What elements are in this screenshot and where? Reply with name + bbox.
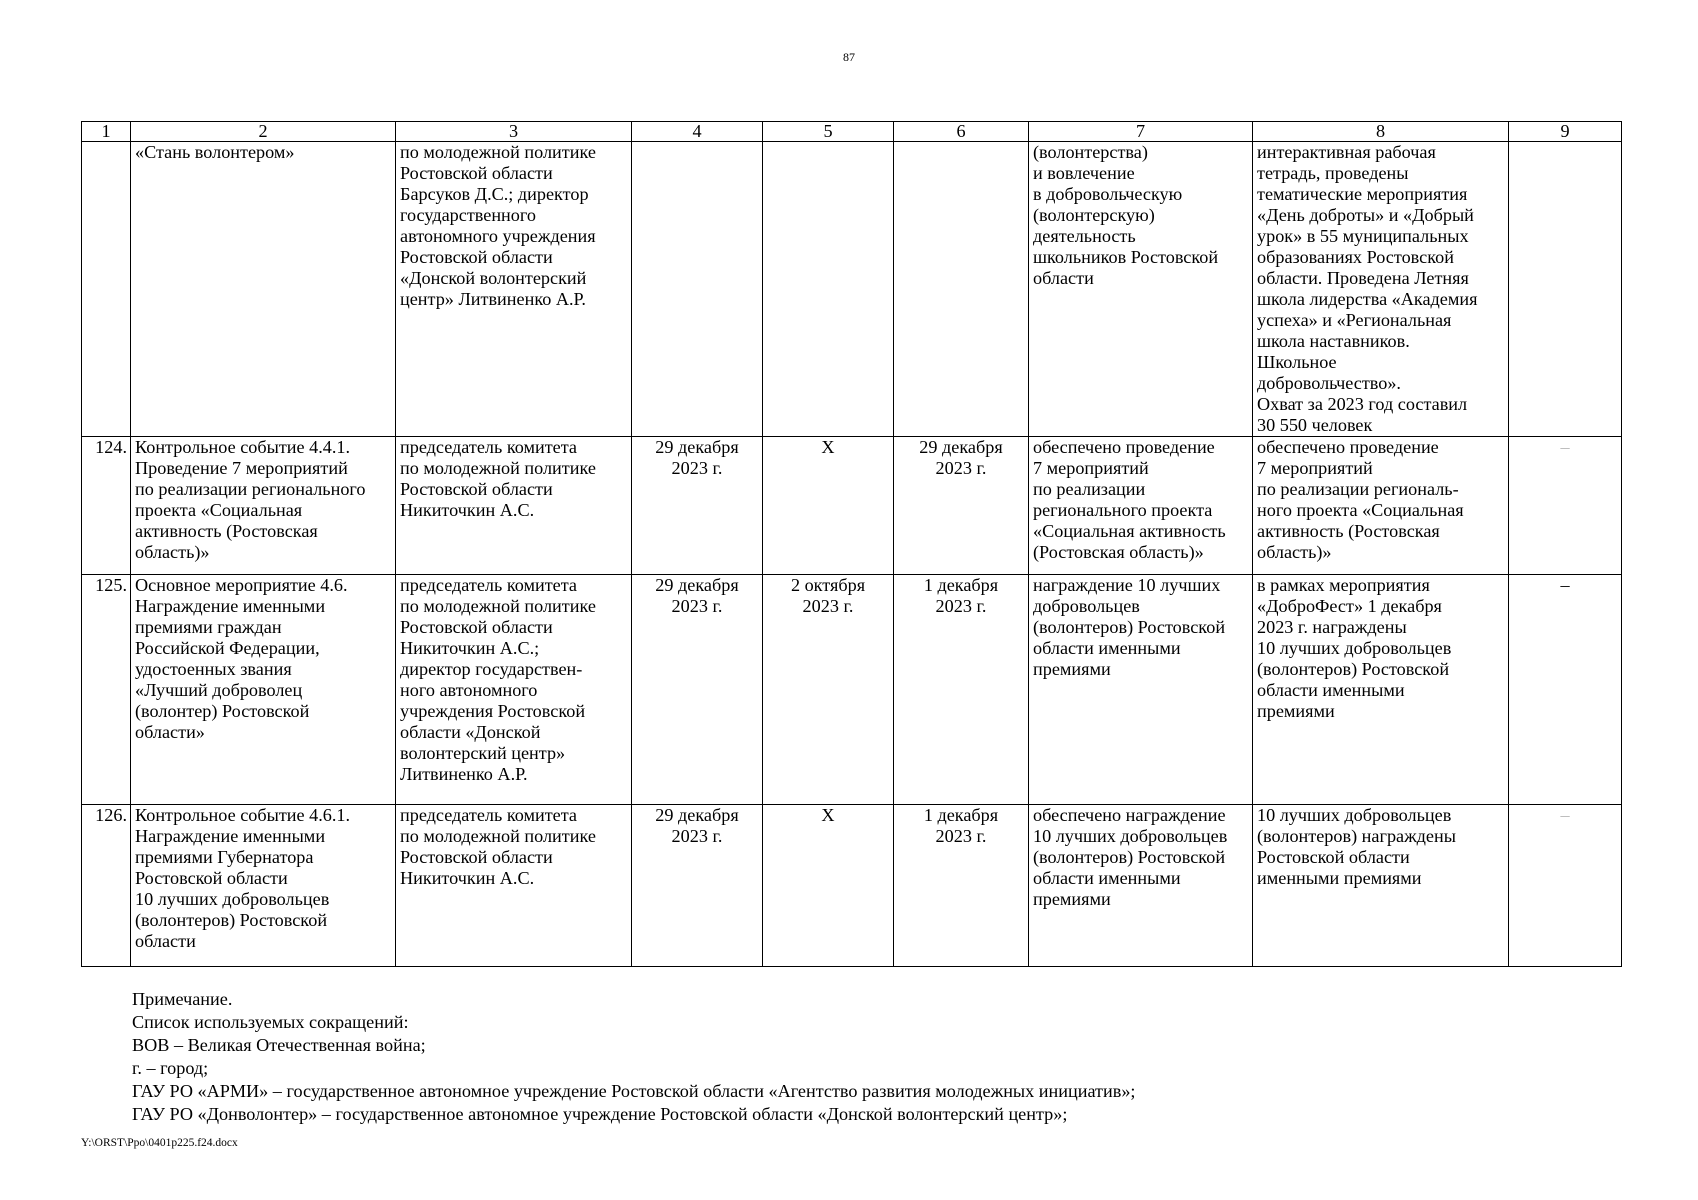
reasons-cell: –: [1509, 805, 1622, 967]
column-header: 7: [1029, 122, 1253, 142]
page-number: 87: [843, 50, 855, 64]
actual-end-cell: 1 декабря 2023 г.: [894, 575, 1029, 805]
actual-start-cell: [763, 142, 894, 437]
responsible-cell: председатель комитета по молодежной политике Ростовской области Никиточкин А.С.: [396, 437, 632, 575]
row-number-cell: [82, 142, 131, 437]
reasons-cell: –: [1509, 437, 1622, 575]
column-header: 3: [396, 122, 632, 142]
results-table: [81, 121, 1622, 967]
column-header: 9: [1509, 122, 1622, 142]
planned-date-cell: 29 декабря 2023 г.: [632, 805, 763, 967]
table-header-row: [82, 122, 1622, 142]
note-item: г. – город;: [132, 1058, 209, 1078]
column-header: 8: [1253, 122, 1509, 142]
actual-result-cell: обеспечено проведение 7 мероприятий по реализации региональ- ного проекта «Социальная активность (Ростовская область)»: [1253, 437, 1509, 575]
actual-start-cell: 2 октября 2023 г.: [763, 575, 894, 805]
expected-result-cell: обеспечено награждение 10 лучших добровольцев (волонтеров) Ростовской области именными премиями: [1029, 805, 1253, 967]
planned-date-cell: 29 декабря 2023 г.: [632, 437, 763, 575]
abbreviations-note: [132, 988, 1135, 1126]
note-item: ВОВ – Великая Отечественная война;: [132, 1035, 426, 1055]
planned-date-cell: [632, 142, 763, 437]
event-cell: Контрольное событие 4.4.1. Проведение 7 мероприятий по реализации регионального проекта «Социальная активность (Ростовская область)»: [131, 437, 396, 575]
actual-result-cell: в рамках мероприятия «ДоброФест» 1 декабря 2023 г. награждены 10 лучших добровольцев (волонтеров) Ростовской области именными премиями: [1253, 575, 1509, 805]
table-row: [82, 437, 1622, 575]
actual-start-cell: X: [763, 437, 894, 575]
reasons-cell: –: [1509, 575, 1622, 805]
responsible-cell: по молодежной политике Ростовской области Барсуков Д.С.; директор государственного автономного учреждения Ростовской области «Донской волонтерский центр» Литвиненко А.Р.: [396, 142, 632, 437]
event-cell: «Стань волонтером»: [131, 142, 396, 437]
table-row: [82, 805, 1622, 967]
actual-result-cell: 10 лучших добровольцев (волонтеров) награждены Ростовской области именными премиями: [1253, 805, 1509, 967]
note-title: Примечание.: [132, 989, 233, 1009]
note-item: ГАУ РО «АРМИ» – государственное автономное учреждение Ростовской области «Агентство развития молодежных инициатив»;: [132, 1081, 1136, 1101]
responsible-cell: председатель комитета по молодежной политике Ростовской области Никиточкин А.С.; директор государствен- ного автономного учреждения Ростовской области «Донской волонтерский центр» Литвиненко А.Р.: [396, 575, 632, 805]
column-header: 2: [131, 122, 396, 142]
planned-date-cell: 29 декабря 2023 г.: [632, 575, 763, 805]
row-number-cell: 125.: [82, 575, 131, 805]
table-row: [82, 575, 1622, 805]
table-row: [82, 142, 1622, 437]
actual-result-cell: интерактивная рабочая тетрадь, проведены тематические мероприятия «День доброты» и «Добрый урок» в 55 муниципальных образованиях Ростовской области. Проведена Летняя школа лидерства «Академия успеха» и «Региональная школа наставников. Школьное добровольчество». Охват за 2023 год составил 30 550 человек: [1253, 142, 1509, 437]
actual-end-cell: 29 декабря 2023 г.: [894, 437, 1029, 575]
column-header: 6: [894, 122, 1029, 142]
expected-result-cell: обеспечено проведение 7 мероприятий по реализации регионального проекта «Социальная активность (Ростовская область)»: [1029, 437, 1253, 575]
actual-end-cell: [894, 142, 1029, 437]
file-path-footer: Y:\ORST\Ppo\0401p225.f24.docx: [81, 1137, 238, 1149]
actual-start-cell: X: [763, 805, 894, 967]
expected-result-cell: (волонтерства) и вовлечение в добровольческую (волонтерскую) деятельность школьников Ростовской области: [1029, 142, 1253, 437]
actual-end-cell: 1 декабря 2023 г.: [894, 805, 1029, 967]
event-cell: Контрольное событие 4.6.1. Награждение именными премиями Губернатора Ростовской области 10 лучших добровольцев (волонтеров) Ростовской области: [131, 805, 396, 967]
row-number-cell: 124.: [82, 437, 131, 575]
note-item: ГАУ РО «Донволонтер» – государственное автономное учреждение Ростовской области «Донской волонтерский центр»;: [132, 1104, 1068, 1124]
column-header: 4: [632, 122, 763, 142]
note-subtitle: Список используемых сокращений:: [132, 1012, 409, 1032]
responsible-cell: председатель комитета по молодежной политике Ростовской области Никиточкин А.С.: [396, 805, 632, 967]
event-cell: Основное мероприятие 4.6. Награждение именными премиями граждан Российской Федерации, удостоенных звания «Лучший доброволец (волонтер) Ростовской области»: [131, 575, 396, 805]
column-header: 5: [763, 122, 894, 142]
column-header: 1: [82, 122, 131, 142]
expected-result-cell: награждение 10 лучших добровольцев (волонтеров) Ростовской области именными премиями: [1029, 575, 1253, 805]
reasons-cell: [1509, 142, 1622, 437]
row-number-cell: 126.: [82, 805, 131, 967]
